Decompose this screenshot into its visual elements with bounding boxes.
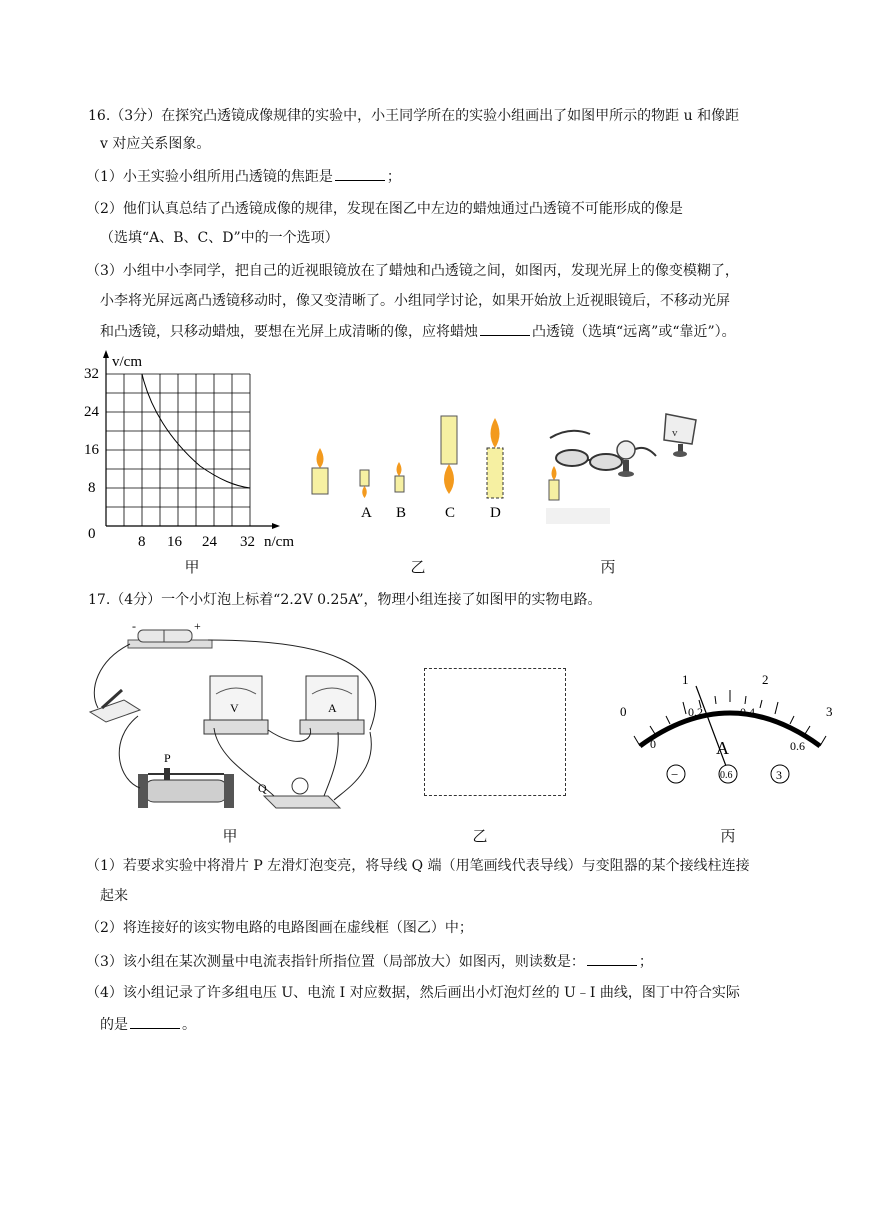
ammeter-icon [300, 676, 364, 734]
candle-label-D: D [490, 505, 501, 521]
terminal-minus [667, 765, 685, 783]
terminal-label: 0.6 [720, 770, 733, 781]
dial-lower-label: 0 [650, 737, 656, 751]
candle-image-C [441, 416, 457, 521]
glasses-icon [550, 431, 656, 470]
y-tick: 16 [84, 442, 99, 458]
q16-part3-line2: 小李将光屏远离凸透镜移动时，像又变清晰了。小组同学讨论，如果开始放上近视眼镜后，不移动光屏 [100, 293, 730, 309]
q16-part3-line1: （3）小组中小李同学，把自己的近视眼镜放在了蜡烛和凸透镜之间，如图丙，发现光屏上的像变模糊了， [86, 263, 739, 279]
candle-icon [549, 466, 559, 500]
table-shadow [546, 508, 610, 524]
q17-stem: 17.（4分）一个小灯泡上标着“2.2V 0.25A”，物理小组连接了如图甲的实物电路。 [88, 592, 602, 608]
fig17-circuit [78, 620, 398, 820]
terminal-label: 3 [776, 768, 782, 782]
x-tick: 32 [240, 534, 255, 548]
fig16-glasses-setup [540, 404, 710, 534]
q17-part1-line1: （1）若要求实验中将滑片 P 左滑灯泡变亮，将导线 Q 端（用笔画线代表导线）与变阻器的某个接线柱连接 [86, 858, 750, 874]
x-tick: 16 [167, 534, 182, 548]
y-tick: 24 [84, 404, 99, 420]
dial-lower-label: 0.6 [790, 739, 805, 753]
y-tick: 0 [88, 526, 96, 542]
q16-part2-line2: （选填“A、B、C、D”中的一个选项） [100, 230, 339, 246]
q17-part3 [86, 951, 653, 972]
q17-part2: （2）将连接好的该实物电路的电路图画在虚线框（图乙）中； [86, 920, 473, 936]
svg-text:v: v [672, 427, 678, 439]
q16-stem-line2: v 对应关系图象。 [100, 136, 211, 152]
fig16-caption-yi: 乙 [410, 558, 426, 576]
dial-upper-label: 3 [826, 704, 833, 719]
q17-part3-text: （3）该小组在某次测量中电流表指针所指位置（局部放大）如图丙，则读数是： [86, 954, 585, 970]
dial-upper-label: 2 [762, 672, 769, 687]
fig17-ammeter-dial [600, 650, 850, 840]
q16-part3-end: 凸透镜（选填“远离”或“靠近”）。 [532, 324, 736, 340]
q17-part4-end: 。 [182, 1017, 196, 1033]
dial-lower-label: 0.4 [740, 705, 755, 719]
q17-part4-blank[interactable] [130, 1014, 180, 1029]
battery-minus: - [132, 620, 136, 633]
dial-upper-label: 1 [682, 672, 689, 687]
q17-part4-line1: （4）该小组记录了许多组电压 U、电流 I 对应数据，然后画出小灯泡灯丝的 U﹣I 曲线，图丁中符合实际 [86, 985, 740, 1001]
fig16-caption-bing: 丙 [600, 558, 616, 576]
dial-unit: A [716, 738, 729, 758]
fig17-caption-bing: 丙 [720, 827, 736, 845]
fig16-candles [300, 410, 530, 526]
x-tick: 24 [202, 534, 217, 548]
candle-label-C: C [445, 505, 456, 521]
wire-end-label: Q [258, 781, 267, 795]
ammeter-label: A [328, 701, 337, 715]
battery-icon [128, 620, 212, 648]
candle-label-A: A [361, 505, 372, 521]
candle-label-B: B [396, 505, 407, 521]
candle-image-A [360, 470, 372, 521]
voltmeter-icon [204, 676, 268, 734]
object-candle [312, 448, 328, 494]
fig16-caption-jia: 甲 [184, 558, 200, 576]
battery-plus: + [194, 620, 201, 633]
q16-part3-line3 [100, 321, 736, 342]
q16-part1-text: （1）小王实验小组所用凸透镜的焦距是 [86, 169, 333, 185]
y-axis-label: v/cm [112, 354, 142, 370]
candle-image-D [487, 418, 503, 521]
q16-stem-line1: 16.（3分）在探究凸透镜成像规律的实验中，小王同学所在的实验小组画出了如图甲所示的物距 u 和像距 [88, 108, 740, 124]
circuit-diagram-box[interactable] [424, 668, 566, 796]
voltmeter-label: V [230, 701, 239, 715]
dial-ticks [634, 690, 826, 746]
q16-part1-end: ； [386, 169, 401, 185]
q16-part2-line1: （2）他们认真总结了凸透镜成像的规律，发现在图乙中左边的蜡烛通过凸透镜不可能形成的像是 [86, 201, 683, 217]
slider-label: P [164, 751, 171, 765]
dial-lower-label: 0.2 [688, 705, 703, 719]
x-tick: 8 [138, 534, 146, 548]
screen-icon [664, 414, 696, 457]
q17-part1-line2: 起来 [100, 888, 128, 904]
fig17-caption-jia: 甲 [222, 827, 238, 845]
y-tick: 32 [84, 366, 99, 382]
q16-part3-blank[interactable] [480, 321, 530, 336]
q17-part3-blank[interactable] [587, 951, 637, 966]
q17-part4-text: 的是 [100, 1017, 128, 1033]
terminal-0.6 [719, 765, 737, 783]
fig17-caption-yi: 乙 [472, 827, 488, 845]
q16-part3-text: 和凸透镜，只移动蜡烛，要想在光屏上成清晰的像，应将蜡烛 [100, 324, 478, 340]
rheostat-icon [138, 751, 234, 808]
terminal-label: − [671, 767, 679, 782]
candle-image-B [395, 462, 406, 521]
dial-upper-label: 0 [620, 704, 627, 719]
x-axis-label: n/cm [264, 534, 294, 548]
q17-part3-end: ； [638, 954, 653, 970]
fig16-graph [70, 348, 310, 548]
terminal-3 [771, 765, 789, 783]
q17-part4-line2 [100, 1014, 196, 1035]
y-tick: 8 [88, 480, 96, 496]
q16-part1 [86, 166, 401, 187]
q16-part1-blank[interactable] [335, 166, 385, 181]
